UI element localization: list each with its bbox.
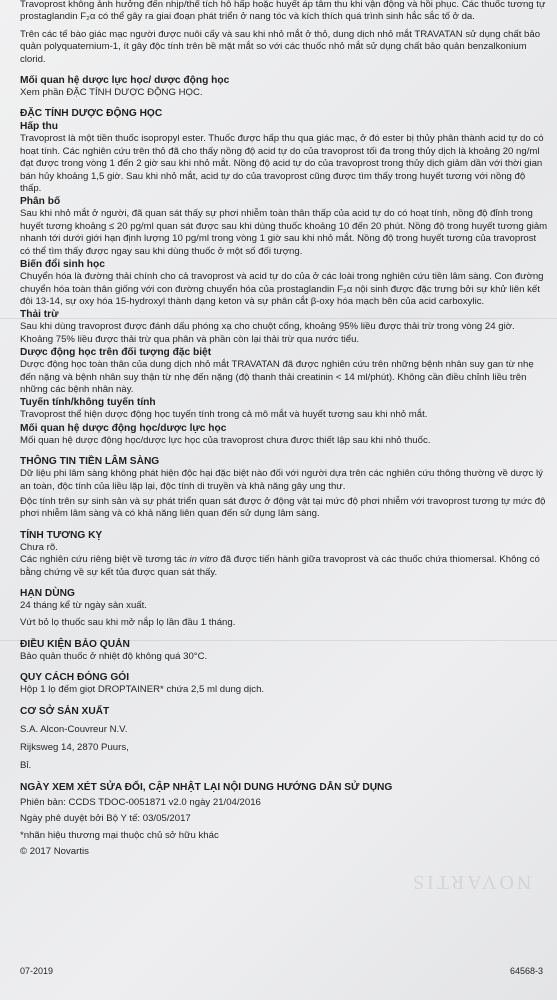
pkpd-relationship-text: Mối quan hệ dược động học/dược lực học của travoprost chưa được thiết lập sau khi nhỏ thuốc. [20, 434, 431, 446]
pk-heading: ĐẶC TÍNH DƯỢC ĐỘNG HỌC [20, 108, 163, 120]
section-packaging [20, 671, 548, 696]
manufacturer-country: Bỉ. [20, 760, 32, 772]
trademark-note: *nhãn hiệu thương mại thuộc chủ sở hữu khác [20, 829, 219, 841]
section-incompatibility [20, 529, 548, 579]
preclinical-paragraph-2: Độc tính trên sự sinh sản và sự phát triển quan sát được ở động vật tại mức độ phơi nhiễm với travoprost tương tự mức độ phơi nhiễm lâm sàng và có khả năng liên quan đến sử dụng lâm sàng. [20, 495, 546, 520]
storage-text: Bảo quản thuốc ở nhiệt độ không quá 30°C. [20, 650, 208, 662]
pkpd-relationship-heading: Mối quan hệ dược động học/dược lực học [20, 422, 227, 434]
distribution-heading: Phân bố [20, 196, 61, 208]
elimination-text: Sau khi dùng travoprost được đánh dấu phóng xạ cho chuột cống, khoảng 95% liều được thải trừ trong vòng 24 giờ. Khoảng 75% liều được thải trừ qua phân và phần còn lại thải trừ qua nước tiểu. [20, 321, 515, 345]
section-manufacturer [20, 705, 548, 773]
shelf-life-text-2: Vứt bỏ lọ thuốc sau khi mở nắp lọ lần đầu 1 tháng. [20, 617, 236, 629]
manufacturer-heading: CƠ SỞ SẢN XUẤT [20, 705, 110, 717]
section-pkpd [20, 74, 548, 99]
special-population-heading: Dược động học trên đối tượng đặc biệt [20, 347, 212, 359]
absorption-text: Travoprost là một tiền thuốc isopropyl ester. Thuốc được hấp thu qua giác mạc, ở đó ester bị thủy phân thành acid tự do có hoạt tính. Các nghiên cứu trên thỏ đã cho thấy nồng độ acid tự do của travoprost tối đa trong thủy dịch là khoảng 20 ng/ml đạt được trong vòng 1 đến 2 giờ sau khi nhỏ mắt. Nồng độ acid tự do của travoprost trong thủy dịch giảm dần với thời gian bán hủy khoảng 1,5 giờ. Sau khi nhỏ mắt, acid tự do của travoprost cũng được tìm thấy trong huyết tương với nồng độ thấp. [20, 133, 544, 195]
storage-heading: ĐIỀU KIỆN BẢO QUẢN [20, 638, 130, 650]
shelf-life-text-1: 24 tháng kể từ ngày sản xuất. [20, 600, 147, 611]
incompatibility-text-post: đã được tiến hành giữa travoprost và các thuốc chứa thiomersal. Không có bằng chứng về sự kết tủa được quan sát thấy. [20, 554, 540, 578]
incompatibility-text-pre: Các nghiên cứu riêng biệt về tương tác [20, 554, 190, 566]
revision-heading: NGÀY XEM XÉT SỬA ĐỔI, CẬP NHẬT LẠI NỘI DUNG HƯỚNG DẪN SỬ DỤNG [20, 781, 393, 793]
manufacturer-address: Rijksweg 14, 2870 Puurs, [20, 742, 129, 754]
intro-paragraph-1: Travoprost không ảnh hưởng đến nhịp/thể tích hô hấp hoặc huyết áp tâm thu khi vận động và hồi phục. Các thuốc tương tự prostaglandin F₂α có thể gây ra giai đoạn phát triển ở nang tóc và kích thích quá trình sinh hắc sắc tố ở da. [20, 0, 546, 23]
shelf-life-heading: HẠN DÙNG [20, 588, 75, 599]
section-preclinical [20, 455, 548, 521]
special-population-text: Dược động học toàn thân của dung dịch nhỏ mắt TRAVATAN đã được nghiên cứu trên những bệnh nhân suy gan từ nhẹ đến nặng và bệnh nhân suy thận từ nhẹ đến nặng (độ thanh thải creatinin < 14 ml/phút). Không cần điều chỉnh liều trên những các bệnh nhân này. [20, 359, 534, 395]
revision-version: Phiên bản: CCDS TDOC-0051871 v2.0 ngày 21/04/2016 [20, 796, 261, 808]
incompatibility-text-italic: in vitro [189, 554, 218, 566]
intro-paragraph-2: Trên các tế bào giác mạc người được nuôi cấy và sau khi nhỏ mắt ở thỏ, dung dịch nhỏ mắt TRAVATAN sử dụng chất bảo quản polyquaternium-1, ít gây độc tính trên bề mặt mắt so với các thuốc nhỏ mắt sử dụng chất bảo quản benzalkonium clorid. [20, 28, 541, 65]
metabolism-heading: Biến đổi sinh học [20, 259, 105, 271]
elimination-heading: Thải trừ [20, 309, 59, 321]
novartis-watermark: NOVARTIS [410, 871, 532, 893]
incompatibility-paragraph-1: Chưa rõ. [20, 541, 58, 553]
absorption-heading: Hấp thu [20, 121, 58, 133]
document-code: 64568-3 [509, 966, 543, 976]
packaging-heading: QUY CÁCH ĐÓNG GÓI [20, 672, 130, 684]
section-shelf-life [20, 587, 548, 630]
copyright-text: © 2017 Novartis [20, 846, 89, 858]
print-date: 07-2019 [20, 966, 54, 976]
section-intro [20, 0, 548, 66]
pkpd-text: Xem phần ĐẶC TÍNH DƯỢC ĐỘNG HỌC. [20, 87, 203, 99]
manufacturer-name: S.A. Alcon-Couvreur N.V. [20, 723, 128, 735]
incompatibility-paragraph-2 [20, 554, 548, 579]
linearity-heading: Tuyến tính/không tuyến tính [20, 397, 156, 409]
linearity-text: Travoprost thể hiện dược động học tuyến tính trong cả mô mắt và huyết tương sau khi nhỏ mắt. [20, 409, 428, 421]
distribution-text: Sau khi nhỏ mắt ở người, đã quan sát thấy sự phơi nhiễm toàn thân thấp của acid tự do có hoạt tính, nồng độ đỉnh trong huyết tương khoảng ≤ 20 pg/ml quan sát được sau khi dùng thuốc khoảng 10 đến 20 phút. Nồng độ trong huyết tương giảm nhanh tới dưới giới hạn định lượng 10 pg/ml trong vòng 1 giờ sau khi nhỏ mắt. Nồng độ trong huyết tương của travoprost có thể tìm thấy được ngay sau khi dùng thuốc ở một số đối tượng. [20, 208, 548, 257]
preclinical-paragraph-1: Dữ liệu phi lâm sàng không phát hiện độc hại đặc biệt nào đối với người dựa trên các nghiên cứu thông thường về dược lý an toàn, độc tính của liều lặp lại, độc tính di truyền và khả năng gây ung thư. [20, 468, 543, 492]
preclinical-heading: THÔNG TIN TIỀN LÂM SÀNG [20, 456, 160, 468]
section-storage [20, 638, 548, 663]
incompatibility-heading: TÍNH TƯƠNG KỴ [20, 529, 103, 541]
metabolism-text: Chuyển hóa là đường thải chính cho cả travoprost và acid tự do của ở các loài trong nghiên cứu tiền lâm sàng. Con đường chuyển hóa toàn thân giống với con đường chuyển hóa của prostaglandin F₂α nội sinh được đặc trưng bởi sự khử liên kết đôi 13-14, sự oxy hóa 15-hydroxyl thành dạng keton và sự phân cắt β-oxy hóa mạch bên của acid carboxylic. [20, 271, 544, 307]
section-revision [20, 781, 548, 859]
section-pharmacokinetics [20, 107, 548, 447]
packaging-text: Hộp 1 lọ đếm giọt DROPTAINER* chứa 2,5 ml dung dịch. [20, 684, 265, 696]
leaflet-content [20, 0, 548, 858]
revision-approval-date: Ngày phê duyệt bởi Bộ Y tế: 03/05/2017 [20, 813, 191, 825]
pkpd-heading: Mối quan hệ dược lực học/ dược động học [20, 75, 230, 87]
